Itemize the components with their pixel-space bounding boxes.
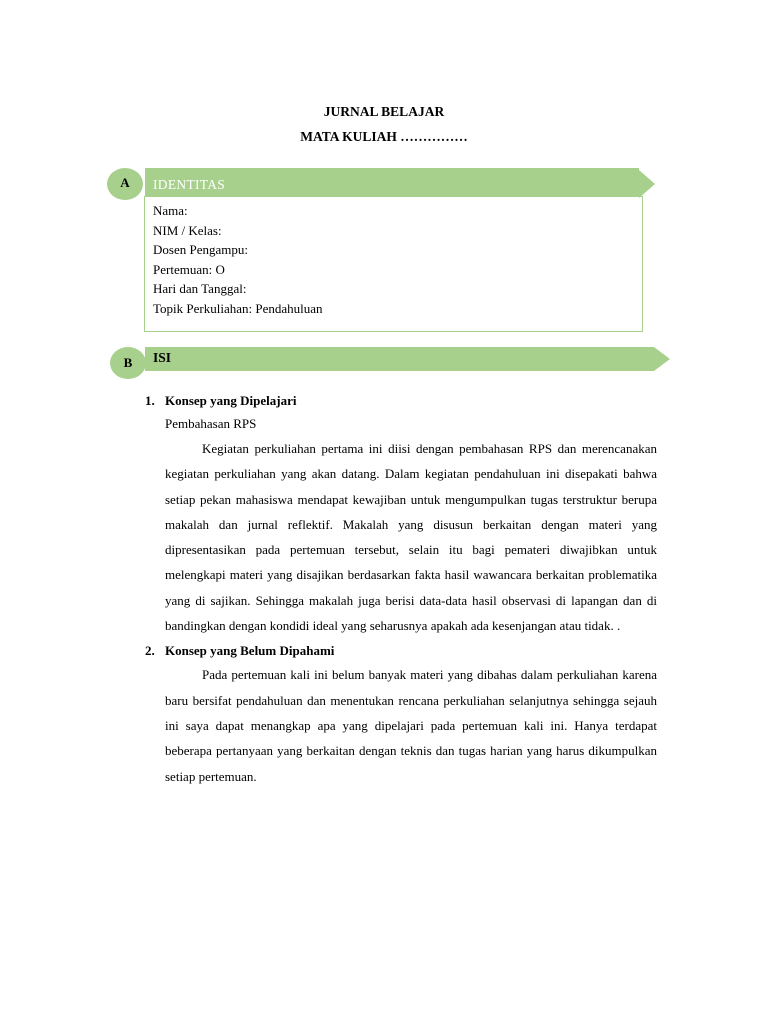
item-1-title: Konsep yang Dipelajari <box>165 393 297 408</box>
document-title: JURNAL BELAJAR <box>323 104 445 119</box>
course-subtitle: MATA KULIAH …………… <box>300 129 468 144</box>
identity-fields <box>153 201 323 318</box>
section-b-badge: B <box>110 347 146 379</box>
field-dosen: Dosen Pengampu: <box>153 242 248 257</box>
field-nim-kelas: NIM / Kelas: <box>153 222 222 238</box>
section-b-content <box>145 390 657 789</box>
section-b-banner-arrow <box>654 347 670 371</box>
item-2-title: Konsep yang Belum Dipahami <box>165 643 335 659</box>
item-1-paragraph: Kegiatan perkuliahan pertama ini diisi dengan pembahasan RPS dan merencanakan kegiatan perkuliahan yang akan datang. Dalam kegiatan pendahuluan ini disepakati bahwa setiap pekan mahasiswa mendapat kewajiban untuk mengumpulkan tugas terstruktur berupa makalah dan jurnal reflektif. Makalah yang disusun berkaitan dengan materi yang dipresentasikan pada pertemuan tersebut, selain itu bagi pemateri diwajibkan untuk melengkapi materi yang disajikan berdasarkan fakta hasil wawancara berkaitan problematika yang di sajikan. Sehingga makalah juga berisi data-data hasil observasi di lapangan dan di bandingkan dengan kondidi ideal yang seharusnya apakah ada kesenjangan atau tidak. . <box>165 441 657 634</box>
item-1-subheading: Pembahasan RPS <box>165 416 257 431</box>
section-b-title: ISI <box>153 350 172 365</box>
field-topik: Topik Perkuliahan: Pendahuluan <box>153 300 323 316</box>
item-1-heading <box>145 390 657 412</box>
field-pertemuan: Pertemuan: O <box>153 261 225 277</box>
section-b-banner <box>145 347 654 371</box>
section-a-badge: A <box>107 168 143 200</box>
field-hari-tanggal: Hari dan Tanggal: <box>153 281 247 296</box>
section-a-title: IDENTITAS <box>153 177 226 192</box>
item-2-number: 2. <box>145 643 155 659</box>
item-2-heading <box>145 640 657 662</box>
field-nama: Nama: <box>153 203 188 218</box>
item-2-paragraph: Pada pertemuan kali ini belum banyak materi yang dibahas dalam perkuliahan karena baru bersifat pendahuluan dan menentukan rencana perkuliahan selanjutnya sehingga sejauh ini saya dapat menangkap apa yang dipelajari pada pertemuan kali ini. Hanya terdapat beberapa pertanyaan yang berkaitan dengan teknis dan tugas harian yang harus dikumpulkan setiap pertemuan. <box>165 667 657 784</box>
section-a-banner-arrow <box>639 170 655 198</box>
item-1-number: 1. <box>145 393 155 408</box>
